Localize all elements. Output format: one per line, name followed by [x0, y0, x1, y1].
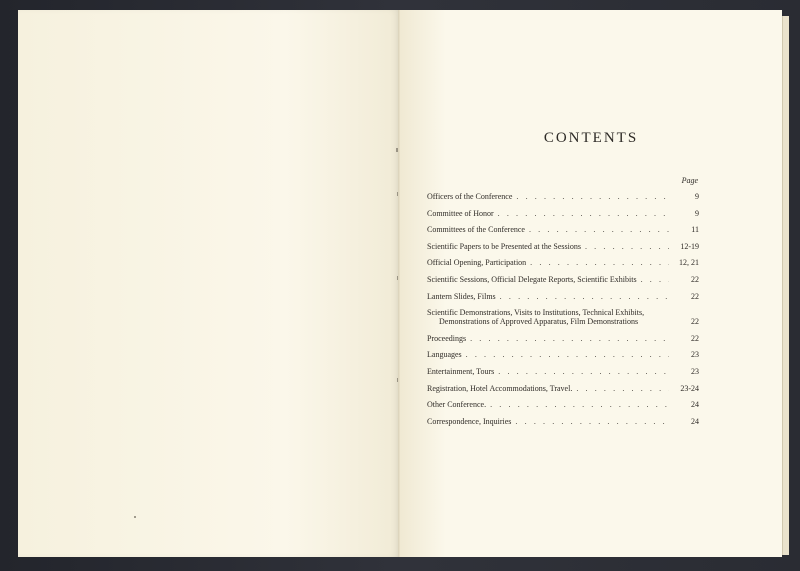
toc-entry-title: Registration, Hotel Accommodations, Travel. [427, 383, 573, 393]
toc-entry-title: Entertainment, Tours [427, 366, 495, 376]
dot-leader [530, 258, 669, 267]
toc-entry [427, 209, 699, 218]
toc-entry-page: 9 [695, 208, 699, 218]
toc-entry [427, 334, 699, 343]
page-mark [134, 516, 136, 518]
dot-leader [641, 275, 669, 284]
dot-leader [498, 367, 669, 376]
toc-entry [427, 225, 699, 234]
toc-entry-page: 23 [691, 366, 699, 376]
toc-entry-title: Committees of the Conference [427, 225, 525, 235]
toc-entry-page: 24 [691, 400, 699, 410]
toc-entry-title: Other Conference. [427, 400, 487, 410]
contents-title: CONTENTS [543, 130, 639, 146]
toc-entry-page: 22 [691, 333, 699, 343]
toc-entry [427, 292, 699, 301]
toc-entry-title: Correspondence, Inquiries [427, 416, 512, 426]
toc-entry-title: Officers of the Conference [427, 192, 513, 201]
toc-entry-page: 9 [695, 192, 699, 201]
toc-entry-page: 23 [691, 350, 699, 360]
dot-leader [466, 350, 669, 359]
page-edge [782, 16, 789, 555]
toc-entry [427, 275, 699, 284]
toc-entry-title: Lantern Slides, Films [427, 291, 496, 301]
toc-entry-page: 22 [691, 274, 699, 284]
dot-leader [470, 334, 669, 343]
dot-leader [500, 292, 669, 301]
dot-leader [529, 225, 669, 234]
dot-leader [516, 192, 669, 201]
toc-entry-title: Scientific Demonstrations, Visits to Institutions, Technical Exhibits, [427, 308, 645, 318]
toc-entry [427, 417, 699, 426]
toc-entry-page: 24 [691, 416, 699, 426]
toc-entry [427, 350, 699, 359]
toc-entry-title: Scientific Papers to be Presented at the Sessions [427, 241, 581, 251]
toc-entry-page: 12, 21 [679, 258, 699, 268]
toc-entry [427, 367, 699, 376]
toc-entry-page: 22 [691, 317, 699, 327]
dot-leader [490, 400, 669, 409]
toc-entry-title: Official Opening, Participation [427, 258, 527, 268]
toc-entry-page: 11 [691, 225, 699, 235]
toc-entry [427, 192, 699, 201]
dot-leader [515, 417, 669, 426]
left-page [18, 10, 400, 557]
table-of-contents [427, 192, 699, 433]
toc-entry-title-continued: Demonstrations of Approved Apparatus, Film Demonstrations [439, 317, 639, 327]
toc-entry [427, 308, 699, 326]
toc-entry [427, 258, 699, 267]
toc-entry-title: Proceedings [427, 333, 467, 343]
toc-entry-title: Languages [427, 350, 462, 360]
toc-entry-page: 22 [691, 291, 699, 301]
toc-entry-title: Scientific Sessions, Official Delegate Reports, Scientific Exhibits [427, 274, 637, 284]
toc-entry [427, 400, 699, 409]
toc-entry-title: Committee of Honor [427, 208, 494, 218]
toc-entry-page: 12-19 [680, 241, 699, 251]
toc-entry [427, 242, 699, 251]
dot-leader [576, 384, 669, 393]
dot-leader [498, 209, 669, 218]
toc-entry-page: 23-24 [680, 383, 699, 393]
toc-entry [427, 384, 699, 393]
page-column-label: Page [681, 176, 698, 185]
dot-leader [585, 242, 669, 251]
